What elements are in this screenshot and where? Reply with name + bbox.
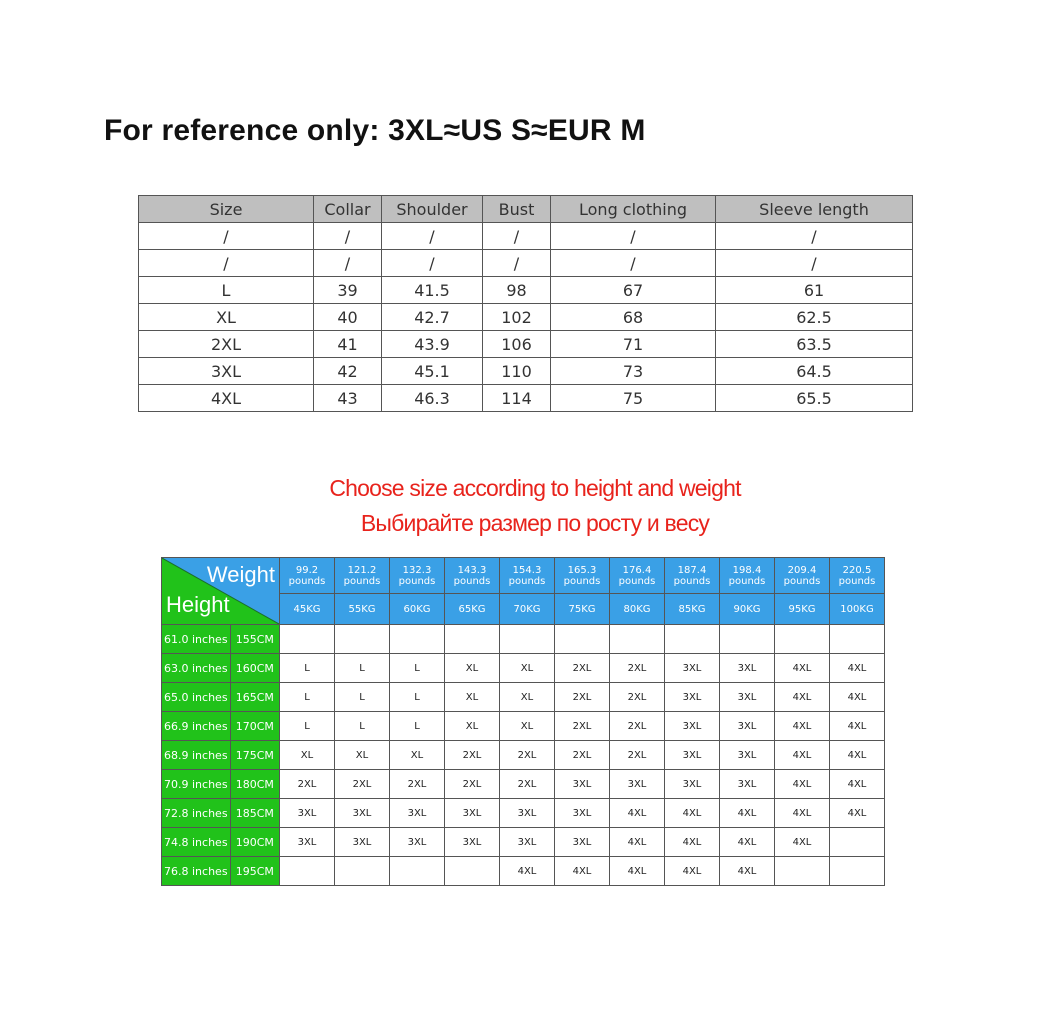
size-cell: 4XL: [830, 654, 885, 683]
size-cell: 4XL: [720, 857, 775, 886]
measurement-cell: 43.9: [382, 331, 483, 358]
measurement-cell: 45.1: [382, 358, 483, 385]
measurement-cell: 46.3: [382, 385, 483, 412]
size-cell: 3XL: [720, 654, 775, 683]
size-cell: 4XL: [830, 799, 885, 828]
measurement-cell: 75: [551, 385, 716, 412]
height-axis-label: Height: [166, 592, 230, 617]
size-chart-row: [162, 654, 885, 683]
height-inches-cell: 76.8 inches: [162, 857, 231, 886]
header-sleeve-length: Sleeve length: [716, 196, 913, 223]
size-cell: [720, 625, 775, 654]
weight-pounds-unit: pounds: [453, 575, 491, 587]
measurement-row: [139, 304, 913, 331]
size-cell: XL: [500, 712, 555, 741]
size-chart-row: [162, 625, 885, 654]
header-size: Size: [139, 196, 314, 223]
size-cell: 3XL: [720, 770, 775, 799]
size-cell: 3XL: [555, 770, 610, 799]
size-cell: 2XL: [555, 741, 610, 770]
measurement-cell: /: [551, 223, 716, 250]
measurement-cell: 2XL: [139, 331, 314, 358]
size-cell: 4XL: [665, 799, 720, 828]
measurement-cell: 3XL: [139, 358, 314, 385]
height-inches-cell: 68.9 inches: [162, 741, 231, 770]
measurement-cell: 4XL: [139, 385, 314, 412]
size-cell: 4XL: [775, 654, 830, 683]
size-chart-row: [162, 683, 885, 712]
measurement-cell: XL: [139, 304, 314, 331]
measurement-cell: 40: [314, 304, 382, 331]
size-chart-row: [162, 799, 885, 828]
size-cell: XL: [445, 654, 500, 683]
measurement-cell: /: [139, 250, 314, 277]
size-cell: 3XL: [390, 799, 445, 828]
size-cell: 4XL: [610, 857, 665, 886]
measurement-cell: 39: [314, 277, 382, 304]
size-cell: [500, 625, 555, 654]
measurement-row: [139, 223, 913, 250]
measurement-table: [138, 195, 913, 412]
size-cell: [610, 625, 665, 654]
measurement-row: [139, 358, 913, 385]
size-cell: XL: [390, 741, 445, 770]
size-cell: XL: [445, 712, 500, 741]
measurement-cell: 42.7: [382, 304, 483, 331]
weight-pounds-cell: [335, 558, 390, 594]
size-cell: XL: [500, 654, 555, 683]
size-cell: 3XL: [665, 654, 720, 683]
measurement-cell: /: [716, 250, 913, 277]
size-cell: 3XL: [665, 712, 720, 741]
size-chart-row: [162, 712, 885, 741]
size-cell: 3XL: [720, 712, 775, 741]
weight-pounds-value: 209.4: [787, 564, 817, 576]
measurement-cell: 67: [551, 277, 716, 304]
size-cell: 3XL: [665, 683, 720, 712]
size-cell: 3XL: [280, 799, 335, 828]
height-inches-cell: 74.8 inches: [162, 828, 231, 857]
size-chart-row: [162, 770, 885, 799]
weight-pounds-cell: [445, 558, 500, 594]
measurement-cell: 68: [551, 304, 716, 331]
height-cm-cell: 190CM: [230, 828, 279, 857]
size-cell: [335, 857, 390, 886]
size-cell: 2XL: [335, 770, 390, 799]
height-cm-cell: 175CM: [230, 741, 279, 770]
weight-pounds-value: 176.4: [622, 564, 652, 576]
weight-pounds-unit: pounds: [508, 575, 546, 587]
size-cell: 3XL: [445, 828, 500, 857]
size-cell: 4XL: [500, 857, 555, 886]
measurement-cell: 41: [314, 331, 382, 358]
measurement-cell: 41.5: [382, 277, 483, 304]
height-inches-cell: 70.9 inches: [162, 770, 231, 799]
height-inches-cell: 65.0 inches: [162, 683, 231, 712]
size-cell: 3XL: [280, 828, 335, 857]
size-cell: [830, 828, 885, 857]
size-cell: 2XL: [445, 741, 500, 770]
size-cell: [775, 857, 830, 886]
measurement-cell: /: [382, 250, 483, 277]
size-cell: [445, 857, 500, 886]
size-cell: 4XL: [830, 683, 885, 712]
size-cell: XL: [280, 741, 335, 770]
weight-kg-cell: 100KG: [830, 594, 885, 625]
size-cell: [555, 625, 610, 654]
weight-pounds-cell: [775, 558, 830, 594]
height-cm-cell: 180CM: [230, 770, 279, 799]
height-inches-cell: 63.0 inches: [162, 654, 231, 683]
height-cm-cell: 195CM: [230, 857, 279, 886]
measurement-cell: 102: [483, 304, 551, 331]
size-cell: 2XL: [555, 712, 610, 741]
measurement-cell: 98: [483, 277, 551, 304]
size-cell: 4XL: [775, 828, 830, 857]
size-cell: [390, 625, 445, 654]
height-cm-cell: 160CM: [230, 654, 279, 683]
header-shoulder: Shoulder: [382, 196, 483, 223]
size-cell: [445, 625, 500, 654]
size-cell: 3XL: [610, 770, 665, 799]
size-cell: 4XL: [775, 770, 830, 799]
weight-pounds-value: 143.3: [457, 564, 487, 576]
height-cm-cell: 155CM: [230, 625, 279, 654]
weight-kg-cell: 90KG: [720, 594, 775, 625]
weight-pounds-unit: pounds: [838, 575, 876, 587]
measurement-header-row: [139, 196, 913, 223]
size-cell: 3XL: [335, 828, 390, 857]
size-cell: 4XL: [610, 828, 665, 857]
size-cell: [830, 625, 885, 654]
size-cell: L: [335, 654, 390, 683]
size-cell: 3XL: [390, 828, 445, 857]
size-cell: 2XL: [555, 683, 610, 712]
size-cell: 3XL: [720, 683, 775, 712]
weight-pounds-cell: [610, 558, 665, 594]
heading-english: Choose size according to height and weight: [329, 475, 741, 501]
measurement-cell: /: [314, 250, 382, 277]
size-cell: 3XL: [445, 799, 500, 828]
weight-pounds-cell: [665, 558, 720, 594]
size-cell: 3XL: [720, 741, 775, 770]
height-cm-cell: 170CM: [230, 712, 279, 741]
measurement-cell: /: [139, 223, 314, 250]
size-cell: L: [335, 712, 390, 741]
size-cell: [830, 857, 885, 886]
measurement-cell: 65.5: [716, 385, 913, 412]
size-cell: 3XL: [665, 770, 720, 799]
size-cell: 3XL: [335, 799, 390, 828]
weight-pounds-value: 220.5: [842, 564, 872, 576]
weight-kg-cell: 95KG: [775, 594, 830, 625]
size-cell: 4XL: [830, 770, 885, 799]
weight-pounds-value: 99.2: [295, 564, 319, 576]
size-cell: 2XL: [610, 741, 665, 770]
weight-pounds-cell: [280, 558, 335, 594]
size-cell: [775, 625, 830, 654]
size-cell: 2XL: [610, 654, 665, 683]
size-cell: 4XL: [830, 712, 885, 741]
weight-pounds-unit: pounds: [398, 575, 436, 587]
weight-pounds-cell: [390, 558, 445, 594]
size-cell: L: [280, 712, 335, 741]
weight-pounds-unit: pounds: [783, 575, 821, 587]
weight-kg-cell: 85KG: [665, 594, 720, 625]
size-cell: XL: [445, 683, 500, 712]
measurement-cell: /: [483, 223, 551, 250]
size-cell: 2XL: [390, 770, 445, 799]
size-cell: L: [335, 683, 390, 712]
weight-kg-cell: 80KG: [610, 594, 665, 625]
weight-pounds-cell: [720, 558, 775, 594]
size-cell: 3XL: [500, 799, 555, 828]
weight-pounds-cell: [555, 558, 610, 594]
height-inches-cell: 61.0 inches: [162, 625, 231, 654]
header-bust: Bust: [483, 196, 551, 223]
size-cell: L: [280, 683, 335, 712]
size-chart: [161, 557, 885, 886]
size-cell: L: [390, 654, 445, 683]
measurement-cell: /: [483, 250, 551, 277]
size-cell: 2XL: [500, 770, 555, 799]
weight-kg-cell: 75KG: [555, 594, 610, 625]
weight-axis-label: Weight: [206, 562, 275, 587]
measurement-row: [139, 277, 913, 304]
height-cm-cell: 185CM: [230, 799, 279, 828]
weight-pounds-unit: pounds: [618, 575, 656, 587]
weight-pounds-value: 121.2: [347, 564, 377, 576]
weight-pounds-unit: pounds: [728, 575, 766, 587]
size-cell: 4XL: [775, 712, 830, 741]
size-cell: 2XL: [610, 683, 665, 712]
size-cell: 4XL: [775, 683, 830, 712]
size-cell: 4XL: [830, 741, 885, 770]
measurement-cell: 62.5: [716, 304, 913, 331]
size-cell: 4XL: [720, 828, 775, 857]
measurement-cell: 64.5: [716, 358, 913, 385]
size-cell: 3XL: [555, 799, 610, 828]
size-cell: 2XL: [445, 770, 500, 799]
size-cell: L: [390, 683, 445, 712]
size-cell: L: [390, 712, 445, 741]
heading-russian: Выбирайте размер по росту и весу: [360, 510, 710, 536]
size-cell: 4XL: [775, 741, 830, 770]
size-cell: [280, 625, 335, 654]
measurement-cell: /: [382, 223, 483, 250]
measurement-row: [139, 250, 913, 277]
height-inches-cell: 72.8 inches: [162, 799, 231, 828]
measurement-cell: 71: [551, 331, 716, 358]
height-inches-cell: 66.9 inches: [162, 712, 231, 741]
size-cell: [390, 857, 445, 886]
size-cell: XL: [500, 683, 555, 712]
weight-pounds-value: 154.3: [512, 564, 542, 576]
size-cell: L: [280, 654, 335, 683]
weight-kg-cell: 70KG: [500, 594, 555, 625]
measurement-cell: 73: [551, 358, 716, 385]
size-cell: XL: [335, 741, 390, 770]
reference-title: For reference only: 3XL≈US S≈EUR M: [104, 114, 646, 147]
measurement-cell: 42: [314, 358, 382, 385]
size-cell: 3XL: [500, 828, 555, 857]
weight-pounds-value: 198.4: [732, 564, 762, 576]
size-cell: 4XL: [665, 857, 720, 886]
size-cell: 3XL: [555, 828, 610, 857]
header-long-clothing: Long clothing: [551, 196, 716, 223]
size-cell: 4XL: [720, 799, 775, 828]
weight-kg-cell: 55KG: [335, 594, 390, 625]
measurement-cell: L: [139, 277, 314, 304]
size-cell: [335, 625, 390, 654]
measurement-row: [139, 331, 913, 358]
weight-pounds-value: 132.3: [402, 564, 432, 576]
weight-kg-cell: 60KG: [390, 594, 445, 625]
weight-pounds-unit: pounds: [563, 575, 601, 587]
weight-height-corner: [162, 558, 280, 625]
weight-pounds-unit: pounds: [343, 575, 381, 587]
size-cell: 2XL: [280, 770, 335, 799]
measurement-cell: /: [314, 223, 382, 250]
weight-pounds-value: 165.3: [567, 564, 597, 576]
weight-kg-cell: 45KG: [280, 594, 335, 625]
size-chart-row: [162, 741, 885, 770]
size-cell: 4XL: [665, 828, 720, 857]
measurement-cell: 114: [483, 385, 551, 412]
size-cell: 2XL: [500, 741, 555, 770]
size-cell: [665, 625, 720, 654]
weight-pounds-cell: [500, 558, 555, 594]
measurement-cell: /: [551, 250, 716, 277]
size-cell: 4XL: [775, 799, 830, 828]
size-chart-table: [161, 557, 885, 886]
measurement-cell: 43: [314, 385, 382, 412]
weight-pounds-unit: pounds: [288, 575, 326, 587]
measurement-cell: /: [716, 223, 913, 250]
size-cell: 2XL: [555, 654, 610, 683]
weight-pounds-cell: [830, 558, 885, 594]
size-cell: 4XL: [555, 857, 610, 886]
measurement-cell: 61: [716, 277, 913, 304]
weight-kg-cell: 65KG: [445, 594, 500, 625]
measurement-cell: 63.5: [716, 331, 913, 358]
measurement-cell: 106: [483, 331, 551, 358]
weight-pounds-value: 187.4: [677, 564, 707, 576]
size-cell: 3XL: [665, 741, 720, 770]
size-cell: [280, 857, 335, 886]
size-cell: 2XL: [610, 712, 665, 741]
size-chart-row: [162, 828, 885, 857]
header-collar: Collar: [314, 196, 382, 223]
height-cm-cell: 165CM: [230, 683, 279, 712]
weight-pounds-unit: pounds: [673, 575, 711, 587]
measurement-cell: 110: [483, 358, 551, 385]
size-chart-row: [162, 857, 885, 886]
size-cell: 4XL: [610, 799, 665, 828]
measurement-row: [139, 385, 913, 412]
